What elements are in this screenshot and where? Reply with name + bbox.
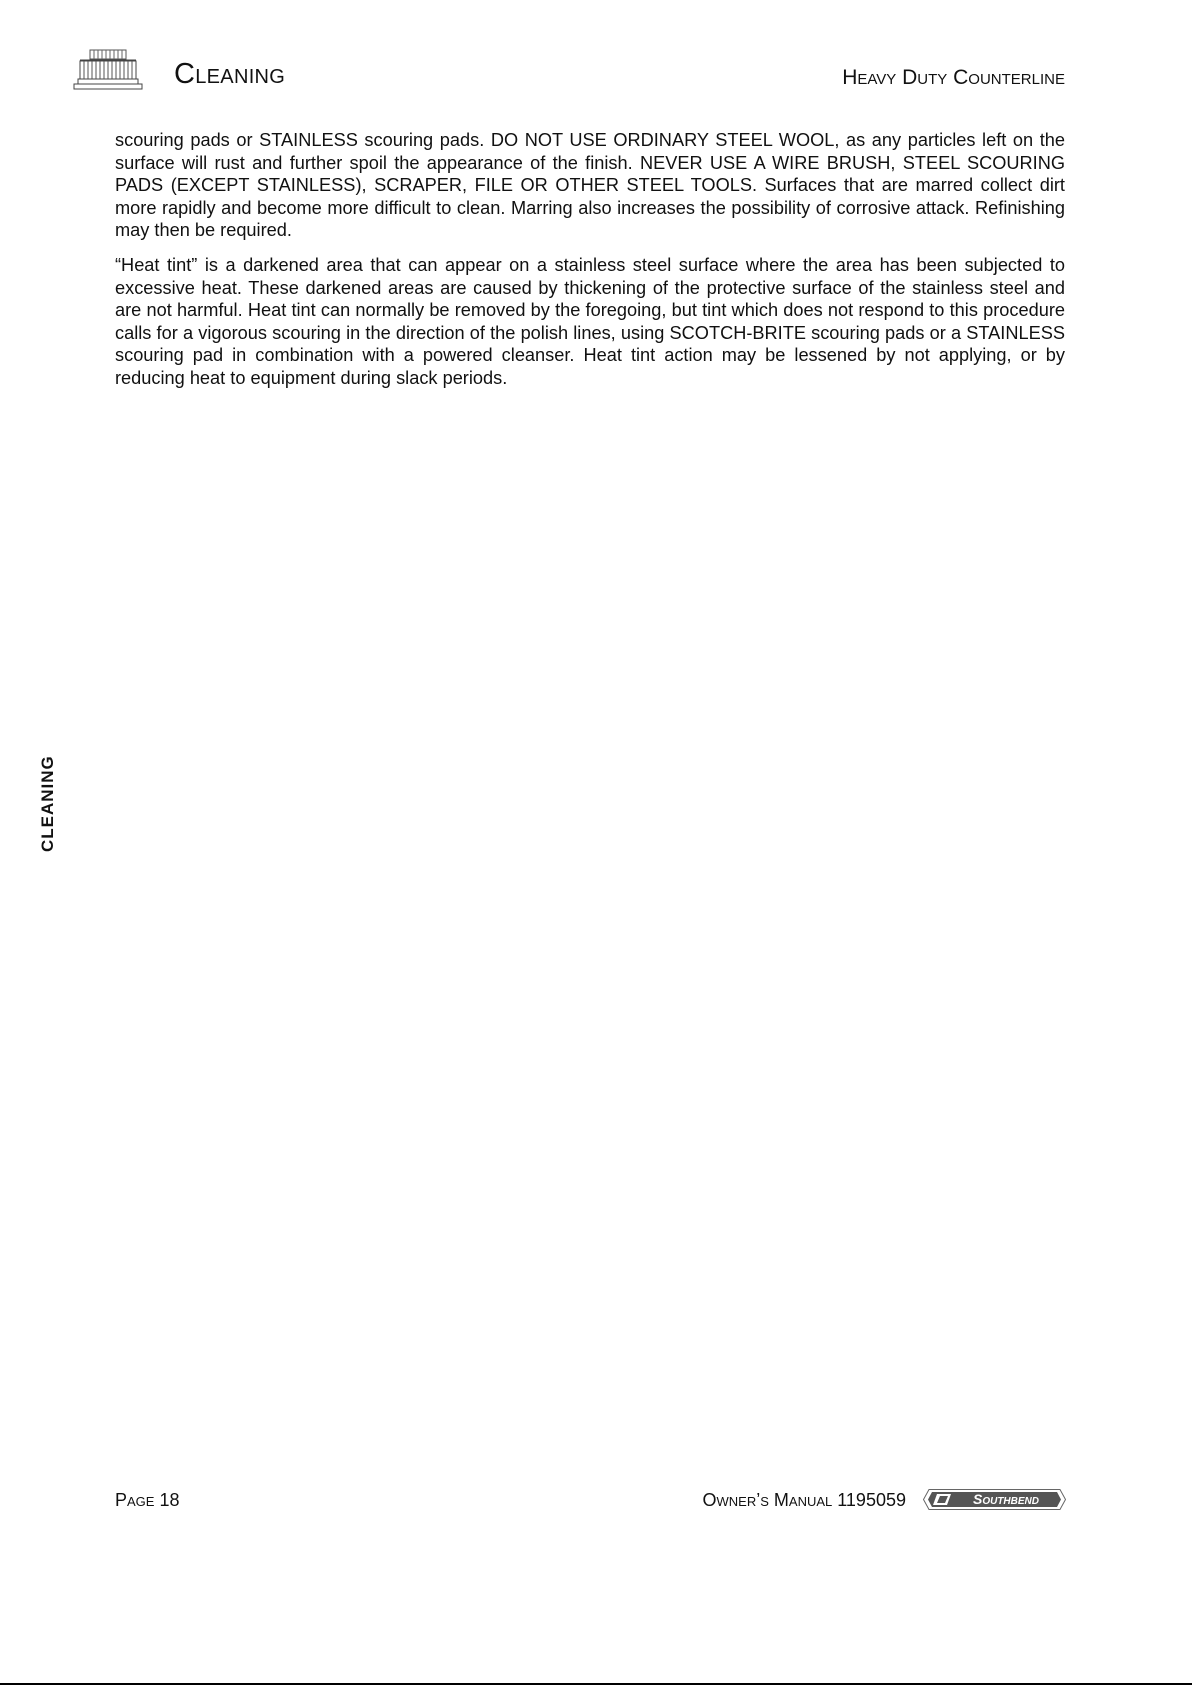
paragraph-heat-tint: “Heat tint” is a darkened area that can appear on a stainless steel surface where the area has been subjected to excessive heat. These darkened areas are caused by thickening of the protective surface of the stainless steel and are not harmful. Heat tint can normally be removed by the foregoing, but tint which does not respond to this procedure calls for a vigorous scouring in the direction of the polish lines, using SCOTCH-BRITE scouring pads or a STAINLESS scouring pad in combination with a powered cleanser. Heat tint action may be lessened by not applying, or by reducing heat to equipment during slack periods.	[115, 254, 1065, 388]
body-content	[115, 129, 1065, 402]
side-section-tab: CLEANING	[38, 755, 57, 852]
paragraph-scouring: scouring pads or STAINLESS scouring pads. DO NOT USE ORDINARY STEEL WOOL, as any particles left on the surface will rust and further spoil the appearance of the finish. NEVER USE A WIRE BRUSH, STEEL SCOURING PADS (EXCEPT STAINLESS), SCRAPER, FILE OR OTHER STEEL TOOLS. Surfaces that are marred collect dirt more rapidly and become more difficult to clean. Marring also increases the possibility of corrosive attack. Refinishing may then be required.	[115, 130, 1065, 241]
building-icon	[72, 48, 144, 92]
brand-logo-text: Southbend	[972, 1491, 1039, 1507]
manual-number: Owner’s Manual 1195059	[702, 1490, 906, 1510]
page-number: Page 18	[115, 1490, 180, 1510]
page-section-title: Cleaning	[174, 58, 286, 90]
product-line-title: Heavy Duty Counterline	[842, 66, 1065, 89]
